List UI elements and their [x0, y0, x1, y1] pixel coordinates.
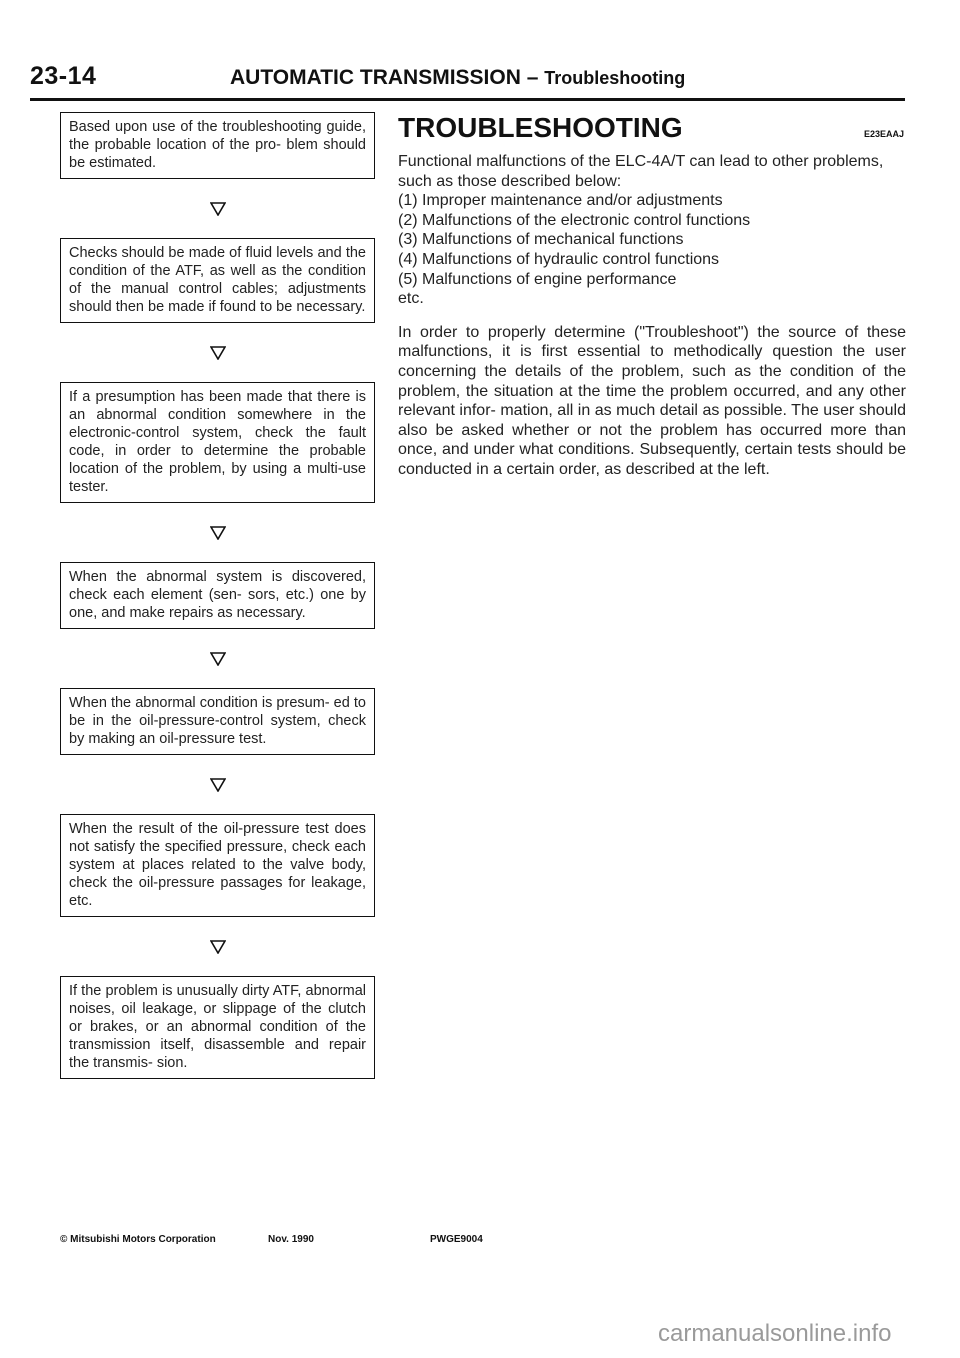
- flow-step-3: If a presumption has been made that there is an abnormal condition somewhere in the electronic-control system, check the fault code, in order to determine the probable location of the problem, by using a multi-use tester.: [60, 382, 375, 503]
- list-item: (5) Malfunctions of engine performance: [398, 270, 677, 288]
- section-title: [230, 66, 685, 90]
- list-item: (1) Improper maintenance and/or adjustments: [398, 192, 723, 210]
- footer-copyright: © Mitsubishi Motors Corporation: [60, 1234, 216, 1245]
- list-item: (3) Malfunctions of mechanical functions: [398, 231, 684, 249]
- intro-block: [398, 152, 906, 309]
- down-arrow-icon: [60, 755, 375, 814]
- section-code: E23EAAJ: [863, 129, 904, 139]
- flow-step-2: Checks should be made of fluid levels and the condition of the ATF, as well as the condition of the manual control cables; adjustments should then be made if found to be necessary.: [60, 238, 375, 323]
- main-title: TROUBLESHOOTING: [398, 112, 683, 143]
- body-paragraph: In order to properly determine ("Troubleshoot") the source of these malfunctions, it is first essential to methodically question the user concerning the details of the problem, such as the condition of the problem, the situation at the time the problem occurred, and any other relevant infor- mation, all in as much detail as possible. The user should also be asked whether or not the problem has occurred more than once, and under what conditions. Subsequently, certain tests should be conducted in a certain order, as described at the left.: [398, 323, 906, 478]
- flow-step-6: When the result of the oil-pressure test does not satisfy the specified pressure, check each system at places related to the valve body, check the oil-pressure passages for leakage, etc.: [60, 814, 375, 917]
- down-arrow-icon: [60, 917, 375, 976]
- section-name: AUTOMATIC TRANSMISSION: [230, 66, 521, 89]
- page-number: 23-14: [30, 62, 97, 90]
- down-arrow-icon: [60, 323, 375, 382]
- intro-text: Functional malfunctions of the ELC-4A/T can lead to other problems, such as those described below:: [398, 153, 884, 190]
- down-arrow-icon: [60, 629, 375, 688]
- footer-doc-code: PWGE9004: [430, 1234, 483, 1245]
- flow-step-7: If the problem is unusually dirty ATF, abnormal noises, oil leakage, or slippage of the clutch or brakes, or an abnormal condition of the transmission itself, disassemble and repair the transmis- sion.: [60, 976, 375, 1079]
- flow-step-4: When the abnormal system is discovered, check each element (sen- sors, etc.) one by one, and make repairs as necessary.: [60, 562, 375, 629]
- page-header: [30, 62, 905, 102]
- main-title-row: [398, 112, 906, 144]
- flow-step-5: When the abnormal condition is presum- ed to be in the oil-pressure-control system, check by making an oil-pressure test.: [60, 688, 375, 755]
- down-arrow-icon: [60, 503, 375, 562]
- list-item-etc: etc.: [398, 290, 424, 308]
- list-item: (4) Malfunctions of hydraulic control functions: [398, 250, 720, 268]
- down-arrow-icon: [60, 179, 375, 238]
- list-item: (2) Malfunctions of the electronic control functions: [398, 211, 751, 229]
- troubleshooting-flowchart: [60, 112, 375, 1079]
- header-rule: [30, 98, 905, 101]
- footer-date: Nov. 1990: [268, 1234, 314, 1245]
- flow-step-1: Based upon use of the troubleshooting guide, the probable location of the pro- blem should be estimated.: [60, 112, 375, 179]
- subsection-name: Troubleshooting: [544, 68, 686, 88]
- watermark: carmanualsonline.info: [658, 1320, 892, 1347]
- title-separator: –: [526, 66, 539, 89]
- troubleshooting-section: [398, 112, 906, 480]
